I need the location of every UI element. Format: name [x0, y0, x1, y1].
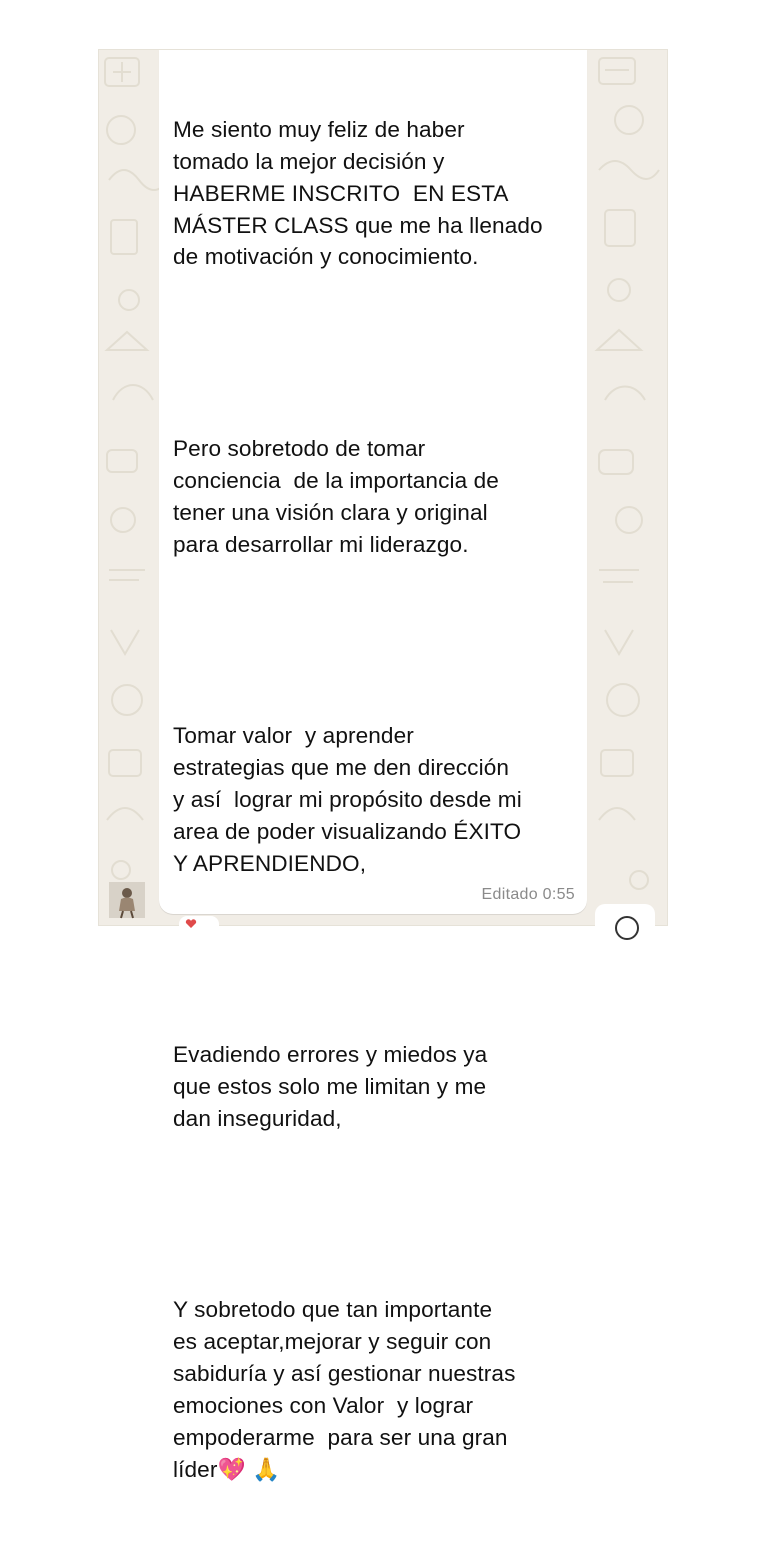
paragraph-gap [173, 337, 583, 369]
heart-icon [185, 919, 197, 929]
message-timestamp: Editado 0:55 [481, 886, 575, 903]
forward-button[interactable] [595, 904, 655, 940]
reaction-badge[interactable] [179, 916, 219, 930]
message-paragraph: Pero sobretodo de tomar conciencia de la importancia de tener una visión clara y original para desarrollar mi liderazgo. [173, 435, 499, 557]
chat-wallpaper [98, 49, 668, 1482]
message-paragraph: Tomar valor y aprender estrategias que me den dirección y así lograr mi propósito desde mi area de poder visualizando ÉXITO Y APRENDIENDO, [173, 723, 522, 876]
paragraph-gap [173, 1199, 583, 1231]
circle-icon [615, 916, 639, 940]
paragraph-gap [173, 943, 583, 975]
message-paragraph: Me siento muy feliz de haber tomado la mejor decisión y HABERME INSCRITO EN ESTA MÁSTER CLASS que me ha llenado de motivación y conocimiento. [173, 116, 543, 270]
message-paragraph: Evadiendo errores y miedos ya que estos solo me limitan y me dan inseguridad, [173, 1042, 488, 1131]
message-text [173, 50, 583, 1550]
paragraph-gap [173, 624, 583, 656]
message-bubble[interactable] [159, 50, 587, 1482]
message-paragraph: Y sobretodo que tan importante es aceptar,mejorar y seguir con sabiduría y así gestionar nuestras emociones con Valor y lograr empoderarme para ser una gran líder💖 🙏 [173, 1297, 516, 1482]
sender-avatar[interactable] [109, 882, 145, 918]
person-avatar-icon [109, 882, 145, 918]
